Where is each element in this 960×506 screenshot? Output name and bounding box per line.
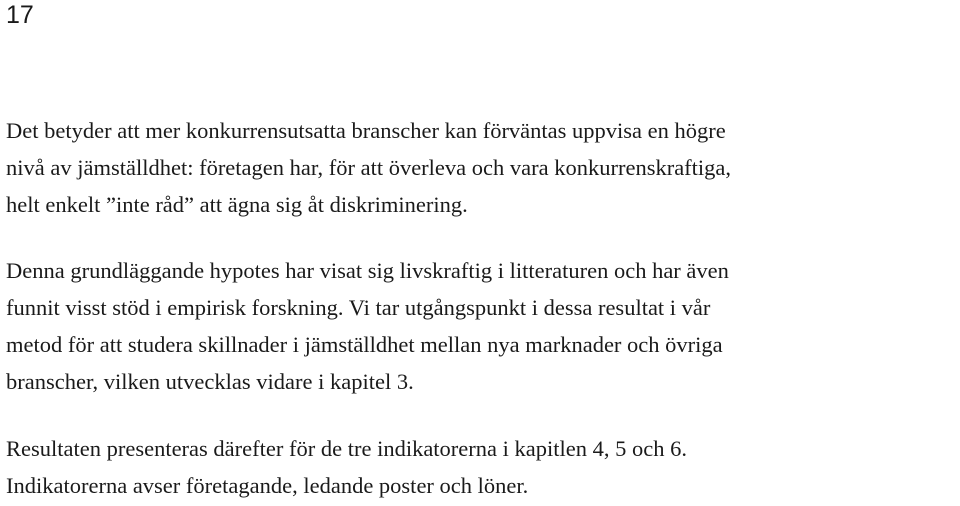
paragraph-line: Det betyder att mer konkurrensutsatta branscher kan förväntas uppvisa en högre [6, 118, 726, 143]
paragraph-line: metod för att studera skillnader i jämställdhet mellan nya marknader och övriga [6, 332, 723, 357]
page-number: 17 [6, 1, 34, 29]
paragraph-line: Denna grundläggande hypotes har visat sig livskraftig i litteraturen och har även [6, 258, 729, 283]
paragraph-2 [6, 252, 956, 400]
paragraph-line: nivå av jämställdhet: företagen har, för att överleva och vara konkurrenskraftiga, [6, 155, 732, 180]
paragraph-line: branscher, vilken utvecklas vidare i kapitel 3. [6, 369, 414, 394]
paragraph-3 [6, 430, 956, 504]
paragraph-line: Indikatorerna avser företagande, ledande poster och löner. [6, 473, 529, 498]
paragraph-line: funnit visst stöd i empirisk forskning. Vi tar utgångspunkt i dessa resultat i vår [6, 295, 711, 320]
paragraph-line: helt enkelt ”inte råd” att ägna sig åt diskriminering. [6, 192, 468, 217]
paragraph-line: Resultaten presenteras därefter för de tre indikatorerna i kapitlen 4, 5 och 6. [6, 436, 687, 461]
paragraph-1 [6, 112, 956, 223]
